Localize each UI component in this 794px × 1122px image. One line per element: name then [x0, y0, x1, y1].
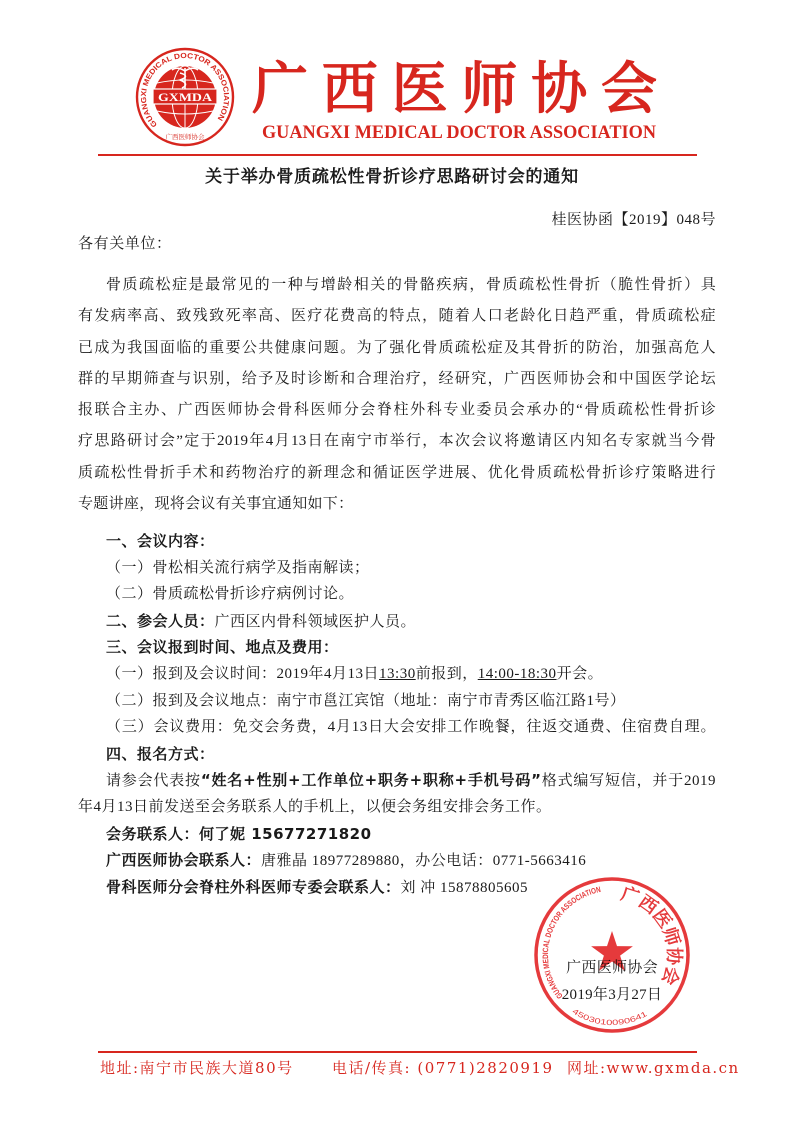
seal-text-en-path: GUANGXI MEDICAL DOCTOR ASSOCIATION: [540, 884, 603, 1001]
intro-paragraph: [78, 270, 716, 520]
contact-label: 骨科医师分会脊柱外科医师专委会联系人：: [106, 877, 401, 896]
section-heading-attendees: 二、参会人员：: [106, 611, 215, 630]
signature-date: 2019年3月27日: [561, 987, 663, 1003]
contact-line: [78, 847, 716, 874]
signature-org: 广西医师协会: [566, 960, 658, 976]
seal-text-cn: [618, 883, 685, 988]
registration-before: 请参会代表按: [106, 773, 201, 790]
contact-line: [78, 821, 716, 848]
registration-after: 格式编写短信，并于2019: [541, 773, 716, 790]
intro-line: 骨质疏松症是最常见的一种与增龄相关的骨骼疾病，骨质疏松性骨折（脆性骨折）具: [106, 277, 716, 293]
section-heading-registration: 四、报名方式：: [106, 744, 215, 763]
attendees-line: [78, 608, 716, 635]
schedule-date: 2019年4月13日: [276, 665, 380, 682]
registration-line: [78, 767, 716, 794]
notice-title: 关于举办骨质疏松性骨折诊疗思路研讨会的通知: [205, 167, 579, 187]
logo-ring-textpath: GUANGXI MEDICAL DOCTOR ASSOCIATION: [138, 50, 232, 130]
section-heading-schedule: 三、会议报到时间、地点及费用：: [106, 638, 339, 657]
association-name-cn: 广西医师协会: [252, 56, 657, 122]
content-item: （二）骨质疏松骨折诊疗病例讨论。: [106, 586, 355, 603]
red-star-icon: [591, 931, 633, 971]
intro-line: 质疏松性骨折手术和药物治疗的新理念和循证医学进展、优化骨质疏松骨折诊疗策略进行: [78, 464, 716, 481]
intro-line: 有发病率高、致残致死率高、医疗花费高的特点，随着人口老龄化日趋严重，骨质疏松症: [78, 308, 716, 325]
seal-code-path: 4503010090641: [570, 1006, 647, 1028]
letterhead-title: [240, 50, 670, 145]
association-name-en: GUANGXI MEDICAL DOCTOR ASSOCIATION: [262, 122, 657, 143]
footer-address: 地址:南宁市民族大道80号: [100, 1059, 294, 1077]
schedule-place-line: （二）报到及会议地点：南宁市邕江宾馆（地址：南宁市青秀区临江路1号）: [106, 692, 626, 709]
intro-line: 专题讲座，现将会议有关事宜通知如下：: [78, 496, 354, 513]
header-divider: [98, 154, 697, 156]
checkin-time: 13:30: [379, 665, 416, 682]
contact-value: 刘 冲 15878805605: [400, 879, 529, 896]
schedule-time-label: （一）报到及会议时间：: [106, 665, 277, 682]
salutation: 各有关单位：: [78, 236, 172, 252]
intro-line: 报联合主办、广西医师协会骨科医师分会脊柱外科专业委员会承办的“骨质疏松性骨折诊: [78, 402, 716, 419]
schedule-time-line: [78, 661, 716, 688]
footer-divider: [98, 1051, 697, 1053]
section-heading-content: 一、会议内容：: [106, 532, 215, 550]
intro-line: 群的早期筛查与识别，给予及时诊断和合理治疗，经研究，广西医师协会和中国医学论坛: [78, 370, 716, 387]
attendees-text: 广西区内骨科领域医护人员。: [214, 613, 417, 630]
contact-value: 唐雅晶 18977289880，办公电话：0771-5663416: [261, 853, 587, 870]
seal-text-cn-path: 广西医师协会: [618, 883, 685, 988]
footer-website: 网址:www.gxmda.cn: [567, 1059, 740, 1077]
official-seal: [532, 875, 692, 1035]
registration-line: 年4月13日前发送至会务联系人的手机上，以便会务组安排会务工作。: [78, 798, 552, 815]
document-number: 桂医协函【2019】048号: [551, 212, 716, 228]
meeting-time: 14:00-18:30: [477, 665, 557, 682]
intro-line: 疗思路研讨会”定于2019年4月13日在南宁市举行，本次会议将邀请区内知名专家就当今骨: [78, 433, 716, 450]
seal-text-en: [541, 885, 602, 1000]
meeting-suffix: 开会。: [556, 665, 604, 682]
contact-label: 广西医师协会联系人：: [106, 851, 262, 870]
registration-format: “姓名+性别+工作单位+职务+职称+手机号码”: [200, 771, 542, 790]
association-logo: [135, 47, 235, 147]
contact-label: 会务联系人：: [106, 824, 200, 843]
schedule-fee-line: （三）会议费用：免交会务费，4月13日大会安排工作晚餐，往返交通费、住宿费自理。: [106, 719, 716, 736]
checkin-suffix: 前报到，: [415, 665, 478, 682]
logo-bottom-text: 广西医师协会: [165, 133, 205, 141]
logo-center-text: GXMDA: [158, 90, 213, 104]
footer-phone: 电话/传真: (0771)2820919: [332, 1059, 554, 1077]
content-item: （一）骨松相关流行病学及指南解读；: [106, 559, 370, 576]
contact-value: 何了妮 15677271820: [199, 824, 372, 843]
notice-sections: [78, 528, 716, 900]
intro-line: 已成为我国面临的重要公共健康问题。为了强化骨质疏松症及其骨折的防治，加强高危人: [78, 339, 716, 356]
